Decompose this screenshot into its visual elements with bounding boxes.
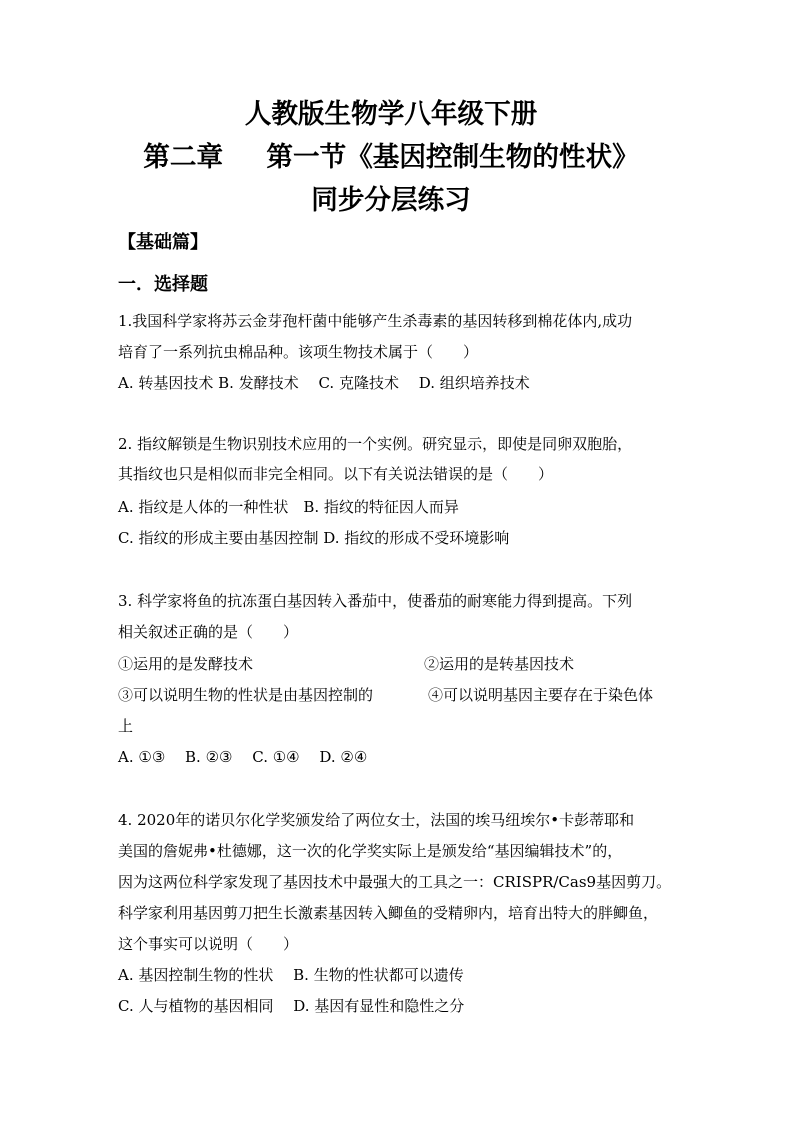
question-3-statement-3: ③可以说明生物的性状是由基因控制的 xyxy=(118,686,374,704)
section-label: 第一节《基因控制生物的性状》 xyxy=(266,142,639,173)
question-3-stem-line-1: 3. 科学家将鱼的抗冻蛋白基因转入番茄中，使番茄的耐寒能力得到提高。下列 xyxy=(118,592,633,610)
question-1-options: A. 转基因技术 B. 发酵技术 C. 克隆技术 D. 组织培养技术 xyxy=(118,374,530,392)
question-3-statement-1: ①运用的是发酵技术 xyxy=(118,655,254,673)
question-2-options-line-1: A. 指纹是人体的一种性状 B. 指纹的特征因人而异 xyxy=(118,498,459,516)
question-3-statement-4-continued: 上 xyxy=(118,717,134,735)
part-heading: 一．选择题 xyxy=(118,274,208,295)
question-1-stem-line-1: 1.我国科学家将苏云金芽孢杆菌中能够产生杀毒素的基因转移到棉花体内,成功 xyxy=(118,312,633,330)
question-3-stem-line-2: 相关叙述正确的是（ ） xyxy=(118,623,299,641)
question-3-statement-4: ④可以说明基因主要存在于染色体 xyxy=(428,686,654,704)
question-3-statement-2: ②运用的是转基因技术 xyxy=(424,655,575,673)
question-2-options-line-2: C. 指纹的形成主要由基因控制 D. 指纹的形成不受环境影响 xyxy=(118,529,510,547)
chapter-section-title xyxy=(0,141,782,175)
question-2-stem-line-1: 2. 指纹解锁是生物识别技术应用的一个实例。研究显示，即使是同卵双胞胎， xyxy=(118,435,633,453)
question-1-stem-line-2: 培育了一系列抗虫棉品种。该项生物技术属于（ ） xyxy=(118,343,479,361)
chapter-label: 第二章 xyxy=(143,142,224,173)
document-subtitle: 同步分层练习 xyxy=(311,185,471,216)
level-heading: 【基础篇】 xyxy=(118,232,208,253)
document-title: 人教版生物学八年级下册 xyxy=(244,99,538,130)
question-3-options: A. ①③ B. ②③ C. ①④ D. ②④ xyxy=(118,748,368,766)
question-4-stem-line-2: 美国的詹妮弗•杜德娜，这一次的化学奖实际上是颁发给“基因编辑技术”的， xyxy=(118,842,623,860)
question-4-options-line-1: A. 基因控制生物的性状 B. 生物的性状都可以遗传 xyxy=(118,966,464,984)
question-4-stem-line-3: 因为这两位科学家发现了基因技术中最强大的工具之一：CRISPR/Cas9基因剪刀。 xyxy=(118,873,672,891)
question-4-stem-line-4: 科学家利用基因剪刀把生长激素基因转入鲫鱼的受精卵内，培育出特大的胖鲫鱼， xyxy=(118,904,659,922)
question-4-options-line-2: C. 人与植物的基因相同 D. 基因有显性和隐性之分 xyxy=(118,997,465,1015)
question-4-stem-line-5: 这个事实可以说明（ ） xyxy=(118,935,299,953)
question-2-stem-line-2: 其指纹也只是相似而非完全相同。以下有关说法错误的是（ ） xyxy=(118,465,554,483)
question-4-stem-line-1: 4. 2020年的诺贝尔化学奖颁发给了两位女士，法国的埃马纽埃尔•卡彭蒂耶和 xyxy=(118,811,635,829)
